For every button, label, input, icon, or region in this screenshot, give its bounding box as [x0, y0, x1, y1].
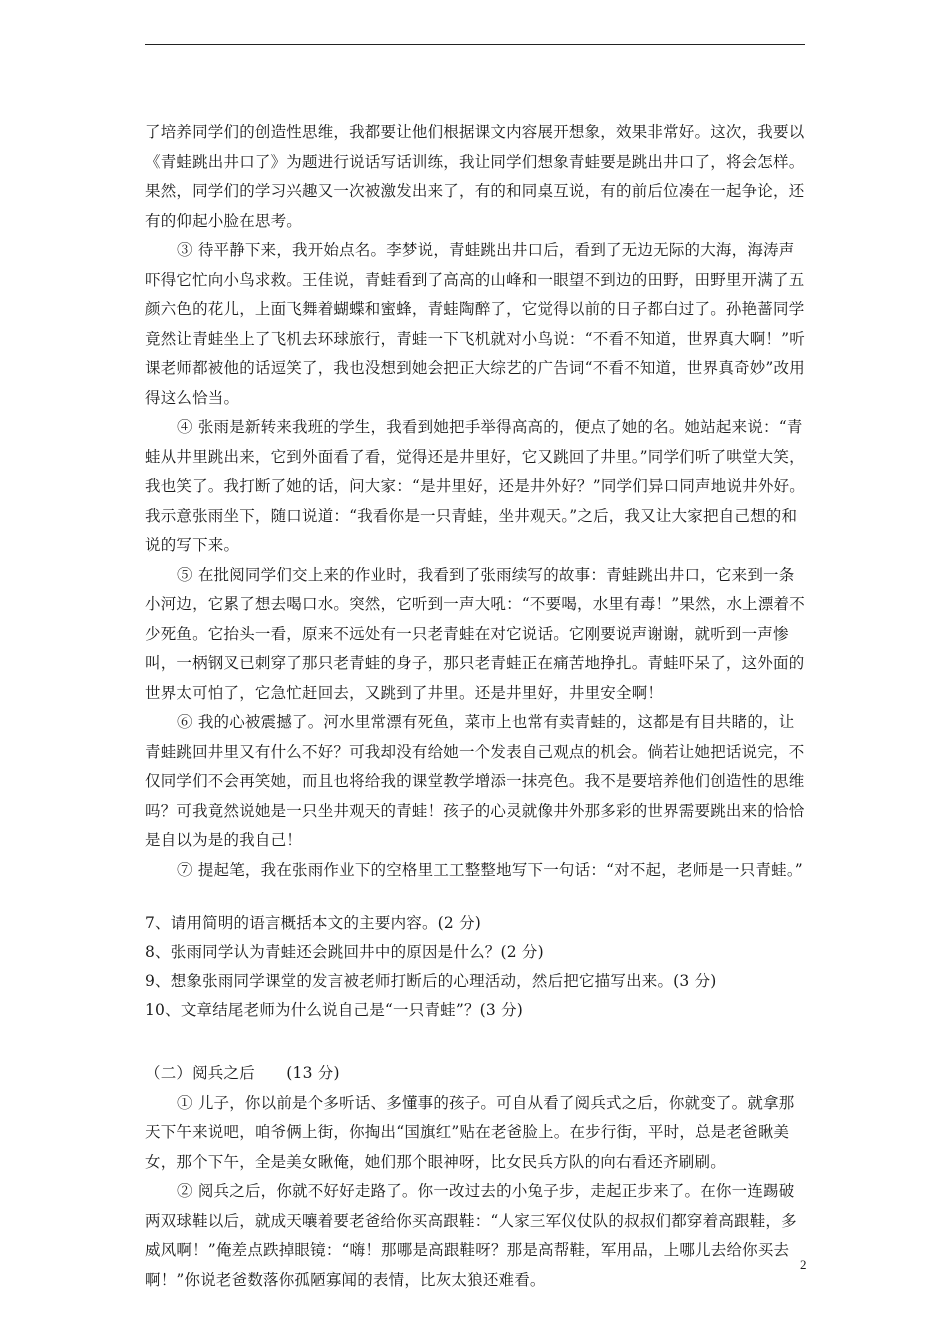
paragraph-3: ③ 待平静下来，我开始点名。李梦说，青蛙跳出井口后，看到了无边无际的大海，海涛声吓得它忙向小鸟求救。王佳说，青蛙看到了高高的山峰和一眼望不到边的田野，田野里开满了五颜六色的花儿，上面飞舞着蝴蝶和蜜蜂，青蛙陶醉了，它觉得以前的日子都白过了。孙艳蔷同学竟然让青蛙坐上了飞机去环球旅行，青蛙一下飞机就对小鸟说：“不看不知道，世界真大啊！”听课老师都被他的话逗笑了，我也没想到她会把正大综艺的广告词“不看不知道，世界真奇妙”改用得这么恰当。: [145, 241, 805, 407]
question-8: 8、张雨同学认为青蛙还会跳回井中的原因是什么？(2 分): [145, 943, 544, 961]
question-10: 10、文章结尾老师为什么说自己是“一只青蛙”？(3 分): [145, 1001, 524, 1019]
paragraph-6: ⑥ 我的心被震撼了。河水里常漂有死鱼，菜市上也常有卖青蛙的，这都是有目共睹的，让青蛙跳回井里又有什么不好？可我却没有给她一个发表自己观点的机会。倘若让她把话说完，不仅同学们不会再笑她，而且也将给我的课堂教学增添一抹亮色。我不是要培养他们创造性的思维吗？可我竟然说她是一只坐井观天的青蛙！孩子的心灵就像井外那多彩的世界需要跳出来的恰恰是自以为是的我自己！: [145, 713, 805, 849]
question-7: 7、请用简明的语言概括本文的主要内容。(2 分): [145, 914, 482, 932]
paragraph-7: ⑦ 提起笔，我在张雨作业下的空格里工工整整地写下一句话：“对不起，老师是一只青蛙。”: [177, 860, 803, 879]
paragraph-4: ④ 张雨是新转来我班的学生，我看到她把手举得高高的，便点了她的名。她站起来说：“青蛙从井里跳出来，它到外面看了看，觉得还是井里好，它又跳回了井里。”同学们听了哄堂大笑，我也笑了。我打断了她的话，问大家：“是井里好，还是井外好？”同学们异口同声地说井外好。我示意张雨坐下，随口说道：“我看你是一只青蛙，坐井观天。”之后，我又让大家把自己想的和说的写下来。: [145, 418, 805, 554]
page-number: 2: [800, 1257, 807, 1272]
section-2-title: （二）阅兵之后 (13 分): [145, 1064, 340, 1082]
section-2: [145, 1059, 810, 1295]
question-9: 9、想象张雨同学课堂的发言被老师打断后的心理活动，然后把它描写出来。(3 分): [145, 972, 717, 990]
question-list: [145, 909, 810, 1025]
header-rule: [145, 44, 805, 45]
paragraph-continued: 了培养同学们的创造性思维，我都要让他们根据课文内容展开想象，效果非常好。这次，我要以《青蛙跳出井口了》为题进行说话写话训练，我让同学们想象青蛙要是跳出井口了，将会怎样。果然，同学们的学习兴趣又一次被激发出来了，有的和同桌互说，有的前后位凑在一起争论，还有的仰起小脸在思考。: [145, 123, 805, 230]
document-body: [145, 118, 810, 1295]
section-2-paragraph-1: ① 儿子，你以前是个多听话、多懂事的孩子。可自从看了阅兵式之后，你就变了。就拿那天下午来说吧，咱爷俩上街，你掏出“国旗红”贴在老爸脸上。在步行街，平时，总是老爸瞅美女，那个下午，全是美女瞅俺，她们那个眼神呀，比女民兵方队的向右看还齐刷刷。: [145, 1093, 795, 1171]
paragraph-5: ⑤ 在批阅同学们交上来的作业时，我看到了张雨续写的故事：青蛙跳出井口，它来到一条小河边，它累了想去喝口水。突然，它听到一声大吼：“不要喝，水里有毒！”果然，水上漂着不少死鱼。它抬头一看，原来不远处有一只老青蛙在对它说话。它刚要说声谢谢，就听到一声惨叫，一柄钢叉已刺穿了那只老青蛙的身子，那只老青蛙正在痛苦地挣扎。青蛙吓呆了，这外面的世界太可怕了，它急忙赶回去，又跳到了井里。还是井里好，井里安全啊！: [145, 565, 805, 702]
section-2-paragraph-2: ② 阅兵之后，你就不好好走路了。你一改过去的小兔子步，走起正步来了。在你一连踢破两双球鞋以后，就成天嚷着要老爸给你买高跟鞋：“人家三军仪仗队的叔叔们都穿着高跟鞋，多威风啊！”俺差点跌掉眼镜：“嗨！那哪是高跟鞋呀？那是高帮鞋，军用品，上哪儿去给你买去啊！”你说老爸数落你孤陋寡闻的表情，比灰太狼还难看。: [145, 1182, 797, 1289]
